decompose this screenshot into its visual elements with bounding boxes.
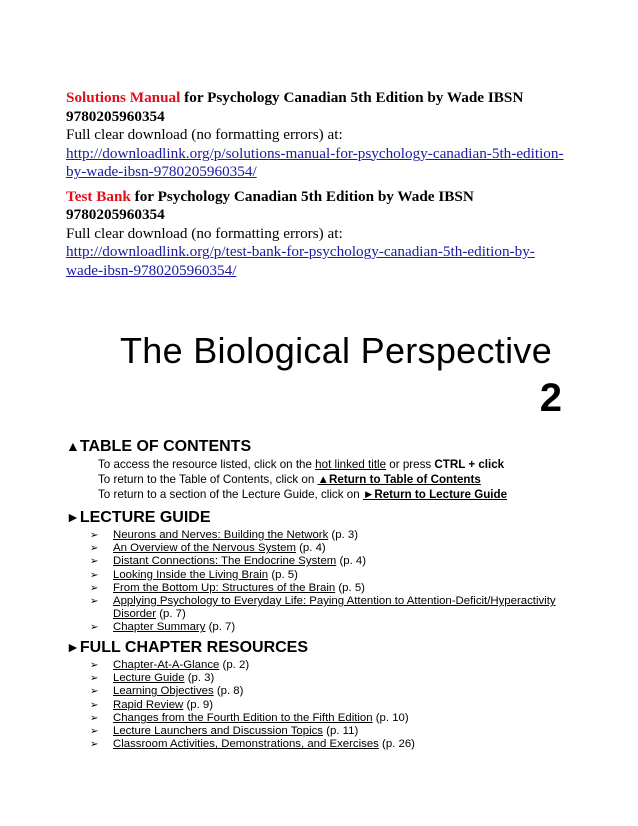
test-bank-title [66, 188, 566, 225]
test-bank-label: Test Bank [66, 187, 131, 205]
full-chapter-list [66, 659, 576, 751]
arrow-bullet-icon: ➢ [90, 660, 99, 671]
arrow-bullet-icon: ➢ [90, 686, 99, 698]
arrow-bullet-icon: ➢ [90, 739, 99, 751]
solutions-manual-book: for Psychology Canadian 5th Edition by Wade IBSN 9780205960354 [66, 89, 524, 125]
test-bank-note: Full clear download (no formatting errors) at: [66, 224, 343, 242]
resource-item-link[interactable]: Classroom Activities, Demonstrations, and Exercises [113, 738, 379, 751]
test-bank-book: for Psychology Canadian 5th Edition by Wade IBSN 9780205960354 [66, 187, 474, 223]
arrow-bullet-icon: ➢ [90, 596, 99, 608]
lecture-guide-heading [66, 508, 576, 527]
list-item: ➢ From the Bottom Up: Structures of the Brain (p. 5) [90, 581, 365, 594]
solutions-manual-note: Full clear download (no formatting errors) at: [66, 126, 343, 143]
list-item: ➢ Chapter-At-A-Glance (p. 2) [90, 659, 250, 671]
lecture-guide-list [66, 529, 576, 635]
resource-item-link[interactable]: Changes from the Fourth Edition to the Fifth Edition [113, 711, 373, 724]
solutions-manual-link[interactable]: http://downloadlink.org/p/solutions-manual-for-psychology-canadian-5th-edition-by-wade-ibsn-9780205960354/ [66, 144, 564, 180]
full-chapter-heading-text: FULL CHAPTER RESOURCES [79, 639, 309, 656]
lecture-item-link[interactable]: Chapter Summary [113, 621, 206, 634]
lecture-item-link[interactable]: Neurons and Nerves: Building the Network [113, 529, 329, 541]
return-to-toc-link[interactable]: ▲Return to Table of Contents [317, 473, 481, 486]
list-item: ➢ Neurons and Nerves: Building the Network (p. 3) [90, 529, 359, 541]
list-item: ➢ Lecture Guide (p. 3) [90, 672, 215, 685]
list-item: ➢ Learning Objectives (p. 8) [90, 685, 244, 698]
triangle-right-icon: ► [66, 639, 80, 655]
resource-item-link[interactable]: Lecture Launchers and Discussion Topics [113, 725, 324, 738]
arrow-bullet-icon: ➢ [90, 530, 99, 541]
lecture-item-link[interactable]: An Overview of the Nervous System [113, 542, 296, 555]
list-item: ➢ Lecture Launchers and Discussion Topics (p. 11) [90, 725, 359, 738]
toc-instruction-return-lecture: To return to a section of the Lecture Guide, click on ►Return to Lecture Guide [98, 488, 508, 501]
full-chapter-resources-section [66, 638, 576, 751]
arrow-bullet-icon: ➢ [90, 556, 99, 568]
toc-heading-text: TABLE OF CONTENTS [79, 438, 252, 455]
list-item: ➢ Rapid Review (p. 9) [90, 698, 214, 711]
test-bank-link[interactable]: http://downloadlink.org/p/test-bank-for-psychology-canadian-5th-edition-by-wade-ibsn-9780205960354/ [66, 243, 535, 279]
arrow-bullet-icon: ➢ [90, 699, 99, 711]
resource-item-link[interactable]: Learning Objectives [113, 685, 214, 698]
full-chapter-heading [66, 638, 576, 657]
lecture-item-link[interactable]: Looking Inside the Living Brain [113, 568, 269, 581]
download-header [66, 89, 566, 280]
list-item: ➢ Classroom Activities, Demonstrations, and Exercises (p. 26) [90, 738, 415, 751]
resource-item-link[interactable]: Rapid Review [113, 698, 184, 711]
list-item: ➢ Applying Psychology to Everyday Life: Paying Attention to Attention-Deficit/Hyperactivity Disorder (p. 7) [90, 595, 556, 621]
toc-instruction-access: To access the resource listed, click on the hot linked title or press CTRL + click [98, 458, 505, 471]
triangle-up-icon: ▲ [66, 438, 80, 454]
ctrl-click-keys: CTRL + click [434, 458, 505, 471]
resource-item-link[interactable]: Lecture Guide [113, 672, 185, 685]
chapter-title: The Biological Perspective [120, 330, 553, 371]
list-item: ➢ Distant Connections: The Endocrine System (p. 4) [90, 555, 367, 568]
list-item: ➢ Looking Inside the Living Brain (p. 5) [90, 568, 298, 581]
return-to-lecture-guide-link[interactable]: ►Return to Lecture Guide [362, 488, 508, 501]
table-of-contents [66, 437, 576, 502]
lecture-guide-section [66, 508, 576, 635]
list-item: ➢ Changes from the Fourth Edition to the Fifth Edition (p. 10) [90, 711, 409, 724]
arrow-bullet-icon: ➢ [90, 622, 99, 634]
list-item: ➢ Chapter Summary (p. 7) [90, 621, 236, 634]
solutions-manual-title [66, 89, 566, 126]
solutions-manual-label: Solutions Manual [66, 89, 181, 106]
hot-linked-title-link[interactable]: hot linked title [315, 458, 387, 471]
list-item: ➢ An Overview of the Nervous System (p. 4) [90, 542, 326, 555]
arrow-bullet-icon: ➢ [90, 712, 99, 724]
arrow-bullet-icon: ➢ [90, 569, 99, 581]
triangle-right-icon: ► [66, 509, 80, 525]
arrow-bullet-icon: ➢ [90, 726, 99, 738]
lecture-item-link[interactable]: From the Bottom Up: Structures of the Brain [113, 581, 336, 594]
arrow-bullet-icon: ➢ [90, 543, 99, 555]
lecture-item-link[interactable]: Distant Connections: The Endocrine System [113, 555, 337, 568]
lecture-guide-heading-text: LECTURE GUIDE [79, 509, 211, 526]
lecture-item-link[interactable]: Applying Psychology to Everyday Life: Paying Attention to Attention-Deficit/Hyperactivity Disorder [113, 595, 556, 621]
arrow-bullet-icon: ➢ [90, 673, 99, 685]
arrow-bullet-icon: ➢ [90, 582, 99, 594]
toc-instruction-return-toc: To return to the Table of Contents, click on ▲Return to Table of Contents [98, 473, 481, 486]
resource-item-link[interactable]: Chapter-At-A-Glance [113, 659, 220, 671]
toc-heading [66, 437, 576, 456]
chapter-number: 2 [539, 376, 562, 420]
